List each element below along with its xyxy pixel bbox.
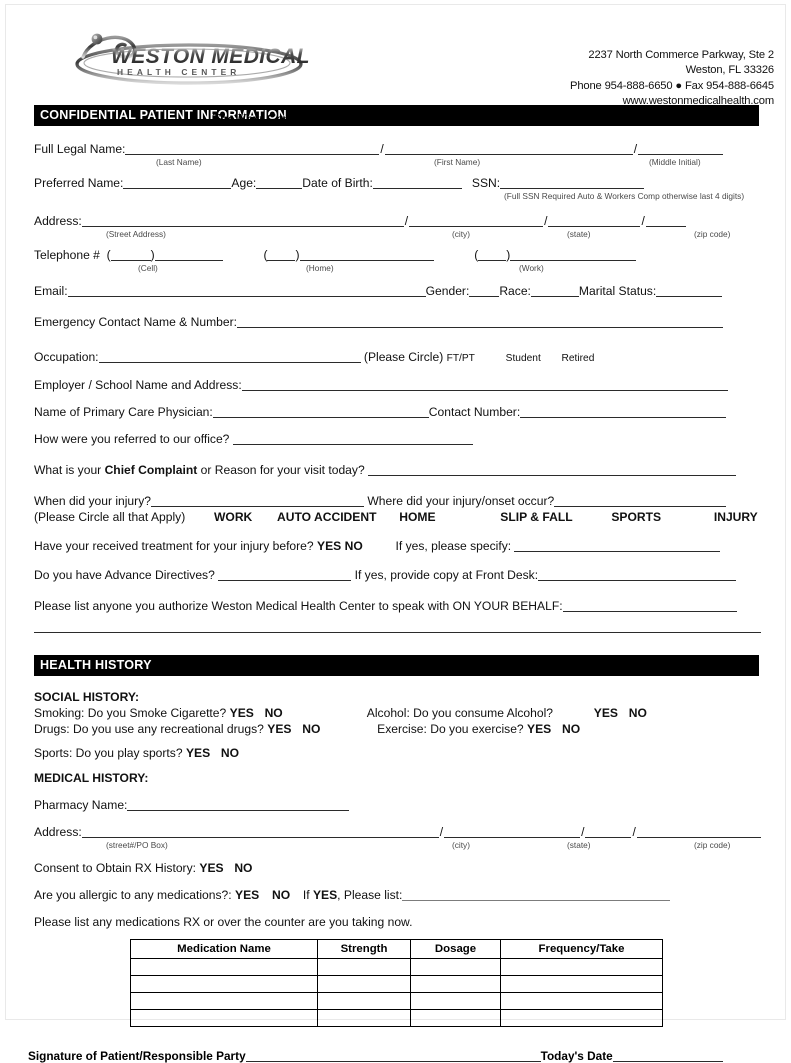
allergy-label: Are you allergic to any medications?: — [34, 888, 232, 902]
city-input[interactable] — [409, 214, 543, 227]
sports-yes[interactable]: YES — [185, 746, 211, 760]
pharmacy-zip-input[interactable] — [637, 825, 761, 838]
employer-school-row — [34, 378, 759, 393]
work-area-code-input[interactable] — [478, 248, 506, 261]
injury-option-work[interactable]: WORK — [214, 510, 253, 524]
when-injury-input[interactable] — [151, 494, 364, 507]
cell-frequency[interactable] — [501, 993, 663, 1010]
allergy-ifyes-bold: YES — [312, 888, 338, 902]
marital-status-input[interactable] — [656, 284, 722, 297]
allergy-ifyes-prefix: If — [302, 888, 313, 902]
if-yes-specify-label: If yes, please specify: — [395, 539, 512, 553]
work-paren-close: ) — [506, 248, 511, 262]
allergy-no[interactable]: NO — [271, 888, 291, 902]
column-dosage: Dosage — [411, 940, 501, 959]
signature-row — [6, 1049, 785, 1063]
consent-rx-label: Consent to Obtain RX History: — [34, 861, 196, 875]
website-line: www.westonmedicalhealth.com — [622, 95, 774, 108]
chief-complaint-input[interactable] — [368, 463, 736, 476]
medication-table-header-row — [131, 940, 663, 959]
injury-option-home[interactable]: HOME — [399, 510, 436, 524]
cell-hint: (Cell) — [138, 263, 158, 273]
injury-option-sports[interactable]: SPORTS — [611, 510, 662, 524]
pharmacy-slash-3: / — [632, 825, 636, 839]
alcohol-label: Alcohol: Do you consume Alcohol? — [366, 706, 554, 720]
primary-care-physician-row — [34, 405, 759, 420]
date-of-birth-input[interactable] — [373, 176, 462, 189]
retired-option[interactable]: Retired — [561, 353, 595, 364]
emergency-contact-label: Emergency Contact Name & Number: — [34, 315, 237, 329]
if-yes-specify-input[interactable] — [514, 539, 720, 552]
ftpt-option[interactable]: FT/PT — [446, 353, 475, 364]
column-strength: Strength — [318, 940, 411, 959]
student-option[interactable]: Student — [505, 353, 541, 364]
home-paren-close: ) — [295, 248, 300, 262]
sports-row — [34, 746, 759, 761]
employer-school-input[interactable] — [242, 378, 728, 391]
sports-label: Sports: Do you play sports? — [34, 746, 183, 760]
zip-code-hint: (zip code) — [694, 229, 731, 239]
authorize-row-2 — [34, 620, 759, 635]
advance-directives-label: Do you have Advance Directives? — [34, 568, 215, 582]
pharmacy-slash-2: / — [581, 825, 585, 839]
drugs-exercise-row — [34, 723, 759, 736]
medication-table — [130, 939, 663, 1027]
logo-secondary-text: HEALTH CENTER — [117, 67, 241, 77]
telephone-hints — [34, 263, 759, 274]
chief-complaint-suffix: or Reason for your visit today? — [197, 463, 365, 477]
prior-treatment-label: Have your received treatment for your injury before? — [34, 539, 314, 553]
pharmacy-address-label: Address: — [34, 825, 82, 839]
todays-date-input[interactable] — [613, 1049, 723, 1062]
address-slash-2: / — [544, 214, 548, 228]
race-label: Race: — [499, 284, 531, 298]
injury-option-injury[interactable]: INJURY — [713, 510, 758, 524]
consent-rx-no[interactable]: NO — [234, 861, 253, 875]
first-name-input[interactable] — [385, 142, 633, 155]
column-medication-name: Medication Name — [131, 940, 318, 959]
gender-input[interactable] — [469, 284, 499, 297]
middle-initial-hint: (Middle Initial) — [649, 157, 701, 167]
authorize-row — [34, 599, 759, 614]
marital-status-label: Marital Status: — [578, 284, 657, 298]
confidential-patient-information-banner: CONFIDENTIAL PATIENT INFORMATION — [34, 105, 759, 126]
medications-intro: Please list any medications RX or over the counter are you taking now. — [34, 915, 413, 929]
referral-input[interactable] — [233, 432, 473, 445]
cell-medication-name[interactable] — [131, 959, 318, 976]
last-name-input[interactable] — [125, 142, 379, 155]
street-address-input[interactable] — [82, 214, 404, 227]
cell-medication-name[interactable] — [131, 993, 318, 1010]
front-desk-input[interactable] — [538, 568, 736, 581]
medication-table-wrap — [6, 939, 785, 1027]
pharmacy-address-hints — [34, 840, 759, 851]
ssn-label: SSN: — [471, 176, 501, 190]
smoking-yes[interactable]: YES — [229, 706, 254, 720]
name-slash-1: / — [380, 142, 384, 156]
cell-area-code-input[interactable] — [111, 248, 151, 261]
contact-number-input[interactable] — [520, 405, 726, 418]
home-number-input[interactable] — [300, 248, 434, 261]
authorize-input-line1[interactable] — [563, 599, 737, 612]
occupation-input[interactable] — [99, 350, 361, 363]
health-history-section — [6, 676, 785, 930]
exercise-no[interactable]: NO — [561, 722, 581, 736]
allergy-ifyes-tail: , Please list: — [337, 888, 403, 902]
cell-paren-open: ( — [103, 248, 111, 262]
when-injury-label: When did your injury? — [34, 494, 151, 508]
cell-strength[interactable] — [318, 976, 411, 993]
weston-medical-logo — [61, 27, 311, 89]
allergy-yes[interactable]: YES — [235, 888, 260, 902]
prior-treatment-no[interactable]: NO — [344, 539, 363, 553]
alcohol-no[interactable]: NO — [628, 706, 647, 720]
preferred-name-row — [34, 176, 759, 191]
address-line-2: Weston, FL 33326 — [685, 64, 774, 77]
pharmacy-state-input[interactable] — [585, 825, 631, 838]
home-hint: (Home) — [306, 263, 334, 273]
injury-options-row — [34, 510, 759, 525]
exercise-yes[interactable]: YES — [527, 722, 552, 736]
cell-paren-close: ) — [150, 248, 155, 262]
primary-care-physician-label: Name of Primary Care Physician: — [34, 405, 213, 419]
contact-number-label: Contact Number: — [428, 405, 521, 419]
chief-complaint-prefix: What is your — [34, 463, 105, 477]
medical-history-heading: MEDICAL HISTORY: — [34, 771, 149, 785]
pharmacy-street-hint: (street#/PO Box) — [106, 840, 168, 850]
practice-tagline: The Next Generation in Healthcare — [211, 111, 410, 126]
consent-rx-row — [34, 861, 759, 876]
ssn-hint-row — [34, 191, 759, 202]
referral-row — [34, 432, 759, 447]
allergy-list-input[interactable] — [402, 888, 670, 901]
advance-directives-row — [34, 568, 759, 583]
home-area-code-input[interactable] — [267, 248, 295, 261]
race-input[interactable] — [531, 284, 579, 297]
home-paren-open: ( — [263, 248, 268, 262]
front-desk-label: If yes, provide copy at Front Desk: — [354, 568, 539, 582]
drugs-yes[interactable]: YES — [267, 722, 292, 736]
injury-when-where-row — [34, 494, 759, 508]
occupation-row — [34, 350, 759, 366]
cell-number-input[interactable] — [155, 248, 223, 261]
work-hint: (Work) — [519, 263, 544, 273]
email-demographics-row — [34, 284, 759, 299]
name-slash-2: / — [633, 142, 638, 156]
injury-option-auto-accident[interactable]: AUTO ACCIDENT — [277, 510, 377, 524]
pharmacy-city-input[interactable] — [444, 825, 580, 838]
address-label: Address: — [34, 214, 82, 228]
first-name-hint: (First Name) — [434, 157, 481, 167]
primary-care-physician-input[interactable] — [213, 405, 429, 418]
cell-dosage[interactable] — [411, 993, 501, 1010]
full-legal-name-row — [34, 142, 759, 157]
health-history-banner: HEALTH HISTORY — [34, 655, 759, 676]
street-address-hint: (Street Address) — [106, 229, 166, 239]
pharmacy-name-label: Pharmacy Name: — [34, 798, 128, 812]
address-line-1: 2237 North Commerce Parkway, Ste 2 — [588, 49, 774, 61]
address-slash-3: / — [641, 214, 645, 228]
chief-complaint-row — [34, 463, 759, 478]
pharmacy-street-input[interactable] — [82, 825, 439, 838]
cell-strength[interactable] — [318, 993, 411, 1010]
state-input[interactable] — [548, 214, 640, 227]
pharmacy-address-row — [34, 825, 759, 840]
where-injury-label: Where did your injury/onset occur? — [367, 494, 555, 508]
emergency-contact-input[interactable] — [237, 315, 723, 328]
zip-code-input[interactable] — [646, 214, 686, 227]
cell-medication-name[interactable] — [131, 976, 318, 993]
pharmacy-zip-hint: (zip code) — [694, 840, 731, 850]
ssn-input[interactable] — [500, 176, 644, 189]
cell-frequency[interactable] — [501, 976, 663, 993]
ssn-hint: (Full SSN Required Auto & Workers Comp otherwise last 4 digits) — [504, 191, 745, 201]
exercise-label: Exercise: Do you exercise? — [377, 722, 524, 736]
authorize-input-line2[interactable] — [34, 620, 761, 633]
circle-all-label: (Please Circle all that Apply) — [34, 510, 186, 524]
where-injury-input[interactable] — [554, 494, 726, 507]
full-legal-name-label: Full Legal Name: — [34, 142, 126, 156]
employer-school-label: Employer / School Name and Address: — [34, 378, 242, 392]
pharmacy-slash-1: / — [439, 825, 444, 839]
prior-treatment-row — [34, 539, 759, 554]
column-frequency-take: Frequency/Take — [501, 940, 663, 959]
chief-complaint-bold: Chief Complaint — [104, 463, 198, 477]
social-history-heading: SOCIAL HISTORY: — [34, 690, 140, 704]
address-slash-1: / — [404, 214, 409, 228]
date-of-birth-label: Date of Birth: — [302, 176, 373, 190]
state-hint: (state) — [567, 229, 591, 239]
smoking-alcohol-row — [34, 707, 759, 720]
address-row — [34, 214, 759, 229]
last-name-hint: (Last Name) — [156, 157, 202, 167]
address-hints — [34, 229, 759, 240]
city-hint: (city) — [452, 229, 470, 239]
authorize-label: Please list anyone you authorize Weston Medical Health Center to speak with ON YOUR BEHALF: — [34, 599, 563, 613]
cell-strength[interactable] — [318, 959, 411, 976]
occupation-label: Occupation: — [34, 350, 99, 364]
drugs-label: Drugs: Do you use any recreational drugs? — [34, 722, 264, 736]
pharmacy-state-hint: (state) — [567, 840, 591, 850]
alcohol-yes[interactable]: YES — [593, 706, 618, 720]
allergy-row — [34, 888, 759, 903]
email-label: Email: — [34, 284, 68, 298]
consent-rx-yes[interactable]: YES — [199, 861, 224, 875]
cell-dosage[interactable] — [411, 976, 501, 993]
telephone-row — [34, 248, 759, 263]
preferred-name-label: Preferred Name: — [34, 176, 124, 190]
referral-label: How were you referred to our office? — [34, 432, 230, 446]
signature-label: Signature of Patient/Responsible Party — [28, 1049, 246, 1063]
pharmacy-name-row — [34, 798, 759, 813]
advance-directives-input[interactable] — [218, 568, 351, 581]
form-page — [5, 4, 786, 1063]
smoking-label: Smoking: Do you Smoke Cigarette? — [34, 706, 227, 720]
please-circle-label: (Please Circle) — [363, 350, 444, 364]
emergency-contact-row — [34, 315, 759, 330]
sports-no[interactable]: NO — [220, 746, 240, 760]
preferred-name-input[interactable] — [123, 176, 231, 189]
table-row — [131, 993, 663, 1010]
prior-treatment-yes[interactable]: YES — [317, 539, 342, 553]
work-paren-open: ( — [474, 248, 479, 262]
injury-option-slip-and-fall[interactable]: SLIP & FALL — [500, 510, 573, 524]
logo-primary-text: WESTON MEDICAL — [111, 45, 310, 68]
age-label: Age: — [231, 176, 257, 190]
cell-dosage[interactable] — [411, 959, 501, 976]
work-number-input[interactable] — [510, 248, 636, 261]
middle-initial-input[interactable] — [638, 142, 723, 155]
age-input[interactable] — [256, 176, 302, 189]
smoking-no[interactable]: NO — [264, 706, 283, 720]
telephone-label: Telephone # — [34, 248, 100, 262]
patient-information-section — [6, 126, 785, 655]
cell-frequency[interactable] — [501, 959, 663, 976]
table-row — [131, 959, 663, 976]
practice-contact-info — [570, 48, 774, 110]
email-input[interactable] — [68, 284, 426, 297]
todays-date-label: Today's Date — [540, 1049, 613, 1063]
drugs-no[interactable]: NO — [302, 722, 321, 736]
full-legal-name-hints — [34, 157, 759, 168]
logo-graphic — [61, 27, 311, 89]
phone-fax-line: Phone 954-888-6650 ● Fax 954-888-6645 — [570, 79, 774, 92]
signature-input[interactable] — [246, 1049, 541, 1062]
table-row — [131, 976, 663, 993]
pharmacy-city-hint: (city) — [452, 840, 470, 850]
pharmacy-name-input[interactable] — [127, 798, 349, 811]
gender-label: Gender: — [425, 284, 470, 298]
